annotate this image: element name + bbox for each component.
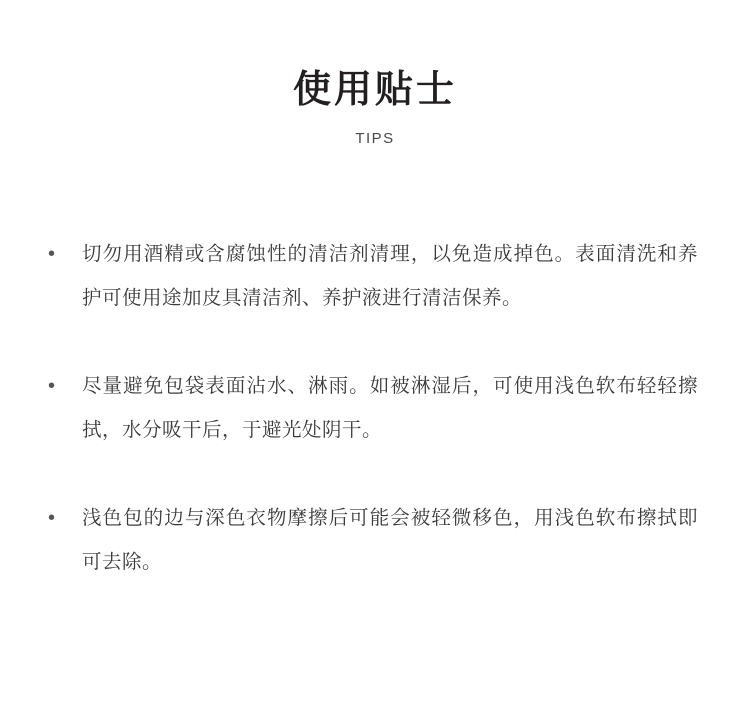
bullet-icon: • <box>48 507 56 529</box>
list-item <box>0 496 750 584</box>
bullet-icon: • <box>48 243 56 265</box>
bullet-icon: • <box>48 375 56 397</box>
tip-text: 切勿用酒精或含腐蚀性的清洁剂清理，以免造成掉色。表面清洗和养护可使用途加皮具清洁剂、养护液进行清洁保养。 <box>82 243 698 309</box>
tip-text: 尽量避免包袋表面沾水、淋雨。如被淋湿后，可使用浅色软布轻轻擦拭，水分吸干后，于避光处阴干。 <box>82 375 698 441</box>
page-subtitle: TIPS <box>355 129 395 147</box>
list-item <box>0 364 750 452</box>
page-title: 使用贴士 <box>292 69 457 111</box>
tip-text: 浅色包的边与深色衣物摩擦后可能会被轻微移色，用浅色软布擦拭即可去除。 <box>82 507 698 573</box>
list-item <box>0 232 750 320</box>
page-header <box>0 0 750 147</box>
tips-list <box>0 232 750 628</box>
